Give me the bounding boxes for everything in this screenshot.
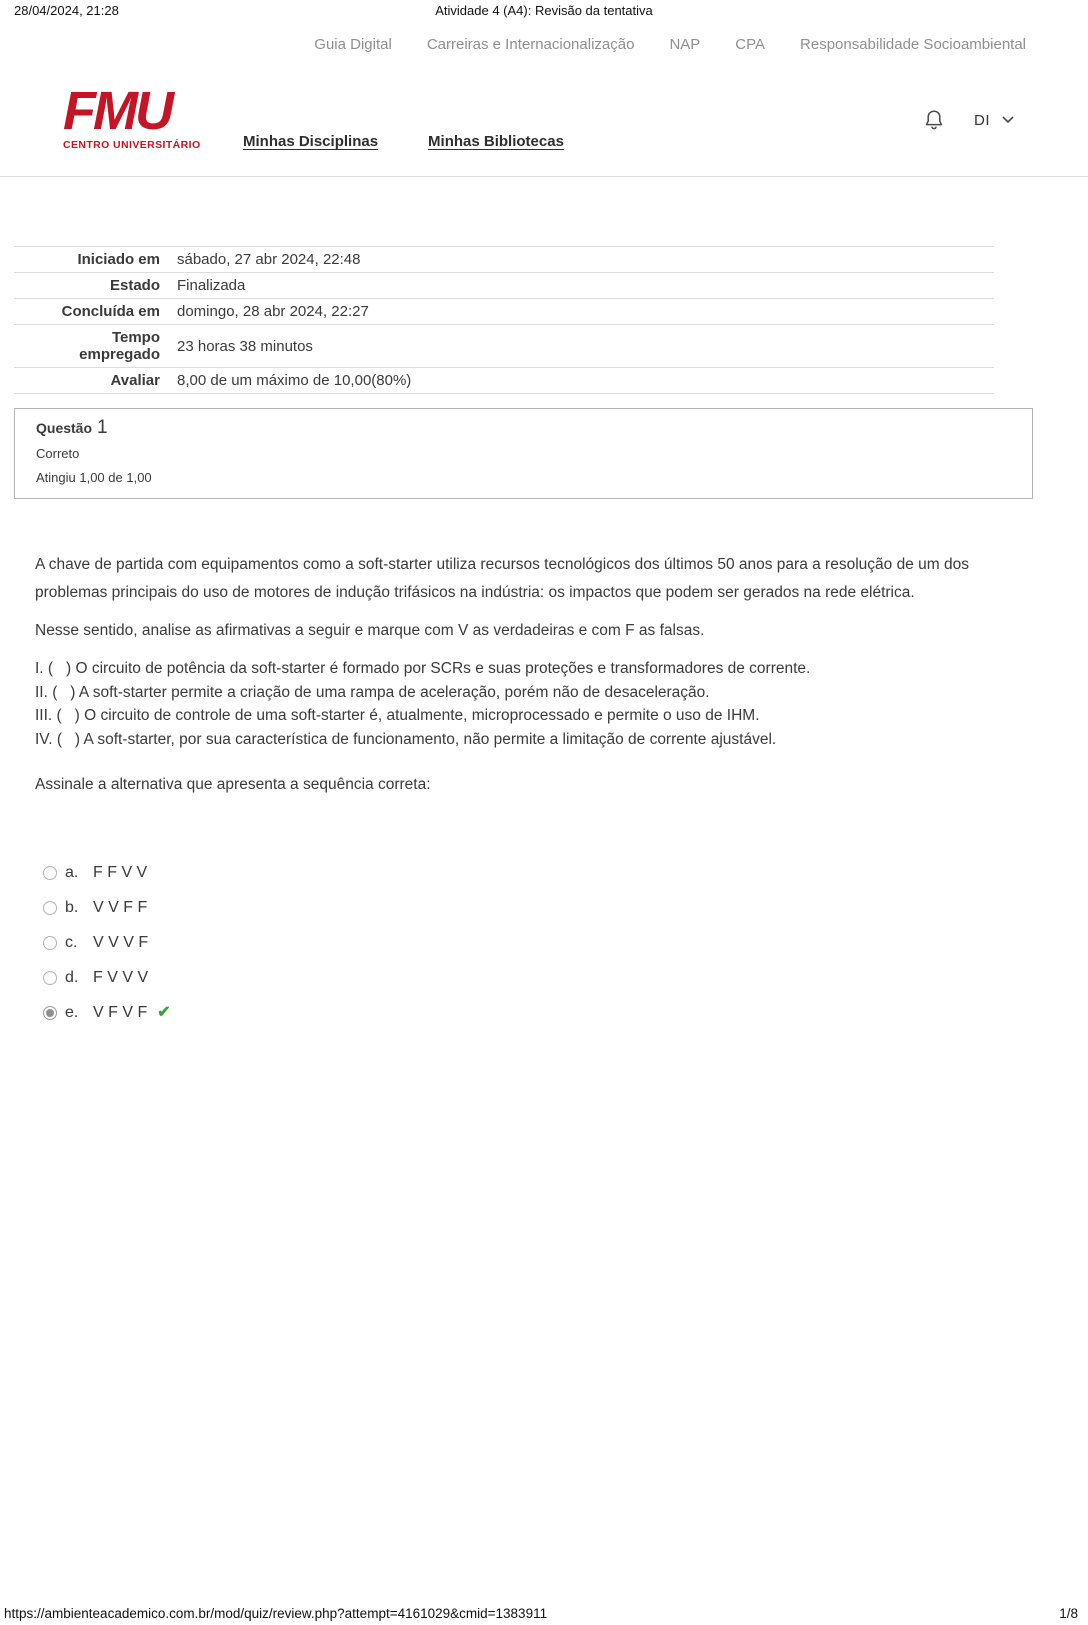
footer-url: https://ambienteacademico.com.br/mod/quiz/review.php?attempt=4161029&cmid=1383911 bbox=[4, 1606, 548, 1621]
summary-value: domingo, 28 abr 2024, 22:27 bbox=[177, 303, 369, 320]
print-title: Atividade 4 (A4): Revisão da tentativa bbox=[435, 3, 653, 18]
answer-option[interactable] bbox=[43, 960, 993, 995]
summary-value: Finalizada bbox=[177, 277, 246, 294]
user-menu-label: DI bbox=[974, 111, 990, 129]
summary-row-avaliar bbox=[14, 368, 994, 394]
top-nav-link-cpa[interactable]: CPA bbox=[735, 36, 766, 53]
utility-nav bbox=[0, 18, 1088, 53]
answer-option[interactable] bbox=[43, 925, 993, 960]
main-content bbox=[0, 246, 1088, 1030]
header-divider bbox=[0, 176, 1088, 177]
option-letter: c. bbox=[65, 933, 78, 951]
nav-link-minhas-bibliotecas[interactable]: Minhas Bibliotecas bbox=[428, 133, 564, 150]
radio-button[interactable] bbox=[43, 1006, 57, 1020]
option-text: V V F F bbox=[93, 898, 148, 916]
footer-page-number: 1/8 bbox=[1059, 1606, 1078, 1621]
attempt-summary-table bbox=[14, 246, 994, 394]
statement-4: IV. ( ) A soft-starter, por sua característica de funcionamento, não permite a limitação de corrente ajustável. bbox=[35, 730, 777, 748]
option-text: F V V V bbox=[93, 968, 149, 986]
user-menu[interactable] bbox=[974, 112, 1014, 129]
top-nav-link-guia-digital[interactable]: Guia Digital bbox=[314, 36, 392, 53]
answer-option[interactable] bbox=[43, 890, 993, 925]
summary-row-iniciado bbox=[14, 247, 994, 273]
summary-label: Estado bbox=[109, 277, 160, 294]
statement-2: II. ( ) A soft-starter permite a criação de uma rampa de aceleração, porém não de desaceleração. bbox=[35, 683, 710, 701]
top-nav-link-nap[interactable]: NAP bbox=[669, 36, 701, 53]
question-number-label: Questão bbox=[36, 420, 93, 436]
question-number-line bbox=[36, 417, 1022, 439]
summary-label: Iniciado em bbox=[77, 251, 160, 268]
answer-prompt: Assinale a alternativa que apresenta a sequência correta: bbox=[35, 776, 431, 793]
summary-row-concluida bbox=[14, 299, 994, 325]
summary-value: 23 horas 38 minutos bbox=[177, 337, 313, 355]
fmu-logo[interactable] bbox=[63, 81, 201, 152]
chevron-down-icon bbox=[1002, 116, 1014, 124]
question-info-box bbox=[14, 408, 1033, 499]
correct-check-icon: ✔ bbox=[157, 1003, 171, 1021]
site-header bbox=[0, 53, 1088, 176]
option-letter: a. bbox=[65, 863, 79, 881]
print-header bbox=[0, 0, 1088, 18]
question-body bbox=[35, 551, 993, 1030]
question-points: Atingiu 1,00 de 1,00 bbox=[36, 470, 152, 485]
summary-row-estado bbox=[14, 273, 994, 299]
notifications-button[interactable] bbox=[924, 109, 944, 131]
header-right bbox=[924, 109, 1014, 131]
radio-button[interactable] bbox=[43, 866, 57, 880]
nav-link-minhas-disciplinas[interactable]: Minhas Disciplinas bbox=[243, 133, 379, 150]
statement-1: I. ( ) O circuito de potência da soft-starter é formado por SCRs e suas proteções e transformadores de corrente. bbox=[35, 660, 811, 677]
top-nav-link-responsabilidade[interactable]: Responsabilidade Socioambiental bbox=[800, 36, 1026, 53]
radio-button[interactable] bbox=[43, 936, 57, 950]
print-datetime: 28/04/2024, 21:28 bbox=[14, 3, 119, 18]
summary-value: sábado, 27 abr 2024, 22:48 bbox=[177, 251, 361, 268]
summary-label: Avaliar bbox=[110, 372, 160, 389]
summary-row-tempo bbox=[14, 325, 994, 368]
summary-value: 8,00 de um máximo de 10,00(80%) bbox=[177, 372, 412, 389]
option-letter: e. bbox=[65, 1003, 79, 1021]
answer-options bbox=[43, 855, 993, 1030]
bell-icon bbox=[924, 109, 944, 131]
answer-option[interactable] bbox=[43, 995, 993, 1030]
option-text: V F V F bbox=[93, 1003, 148, 1021]
logo-subtext: CENTRO UNIVERSITÁRIO bbox=[63, 139, 201, 152]
answer-option[interactable] bbox=[43, 855, 993, 890]
radio-button[interactable] bbox=[43, 901, 57, 915]
summary-label: Concluída em bbox=[61, 303, 160, 320]
radio-button[interactable] bbox=[43, 971, 57, 985]
question-paragraph: Nesse sentido, analise as afirmativas a seguir e marque com V as verdadeiras e com F as falsas. bbox=[35, 622, 705, 639]
print-footer bbox=[4, 1606, 1078, 1621]
logo-text: FMU bbox=[63, 81, 171, 141]
option-text: V V V F bbox=[93, 933, 149, 951]
option-letter: d. bbox=[65, 968, 79, 986]
option-letter: b. bbox=[65, 898, 79, 916]
summary-label: Tempo empregado bbox=[79, 329, 160, 363]
option-text: F F V V bbox=[93, 863, 148, 881]
top-nav-link-carreiras[interactable]: Carreiras e Internacionalização bbox=[426, 36, 635, 53]
statement-3: III. ( ) O circuito de controle de uma soft-starter é, atualmente, microprocessado e permite o uso de IHM. bbox=[35, 707, 760, 724]
question-paragraph: A chave de partida com equipamentos como a soft-starter utiliza recursos tecnológicos dos últimos 50 anos para a resolução de um dos problemas principais do uso de motores de indução trifásicos na indústria: os impactos que podem ser gerados na rede elétrica. bbox=[35, 556, 969, 601]
statements-list bbox=[35, 657, 993, 751]
main-nav bbox=[243, 133, 564, 150]
question-status: Correto bbox=[36, 446, 80, 461]
question-number: 1 bbox=[97, 417, 108, 438]
